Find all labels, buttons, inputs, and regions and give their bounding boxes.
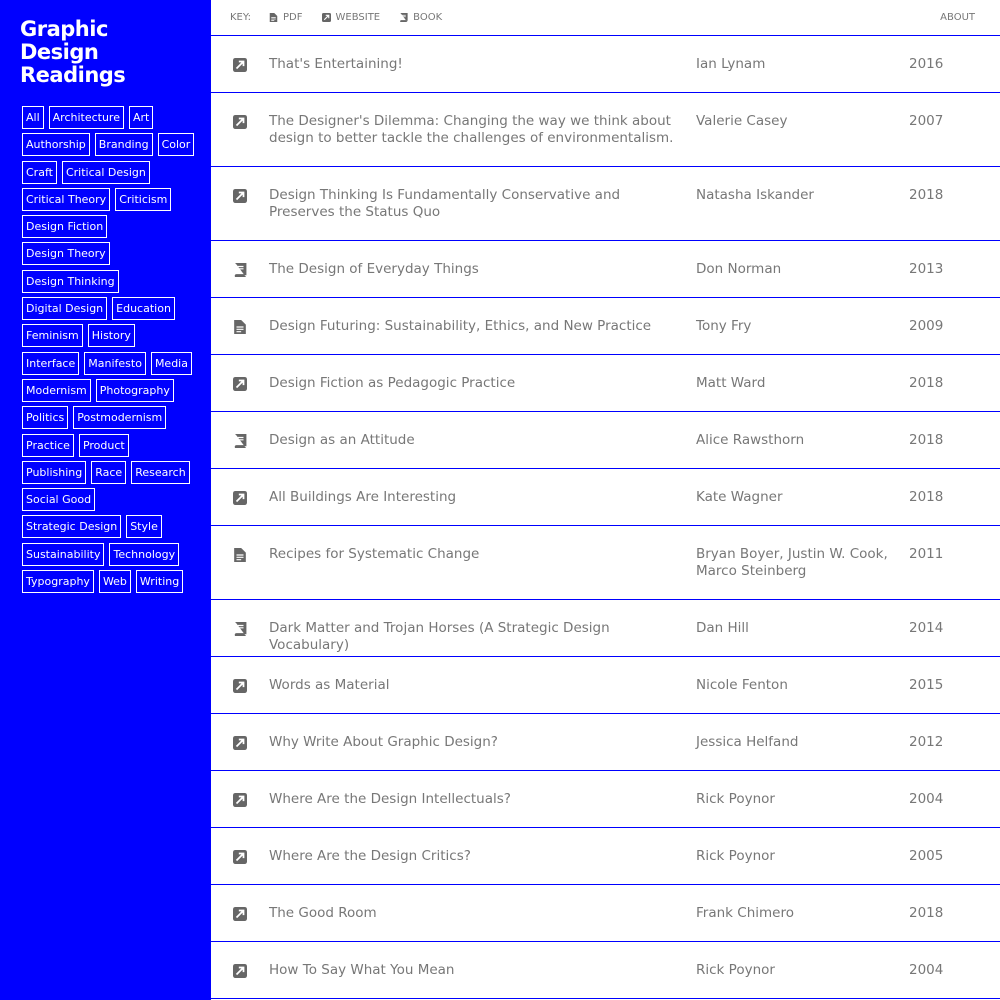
tag-history[interactable]: History [88,324,135,347]
tag-design-theory[interactable]: Design Theory [22,242,110,265]
key-item-label: WEBSITE [335,12,381,23]
book-icon [233,434,247,448]
key-bar [211,0,1000,36]
key-item-label: PDF [283,12,303,23]
tag-sustainability[interactable]: Sustainability [22,543,104,566]
tag-craft[interactable]: Craft [22,161,57,184]
reading-title[interactable]: The Good Room [269,905,377,921]
tag-publishing[interactable]: Publishing [22,461,86,484]
reading-row[interactable] [211,885,1000,942]
sidebar [0,0,211,1000]
reading-author: Valerie Casey [696,113,788,129]
tag-postmodernism[interactable]: Postmodernism [73,406,166,429]
reading-author: Tony Fry [696,318,752,334]
tag-politics[interactable]: Politics [22,406,68,429]
tag-color[interactable]: Color [158,133,195,156]
tag-photography[interactable]: Photography [96,379,174,402]
tag-race[interactable]: Race [91,461,126,484]
reading-author: Rick Poynor [696,848,775,864]
website-icon [233,377,247,391]
reading-author: Kate Wagner [696,489,783,505]
reading-author: Frank Chimero [696,905,794,921]
reading-title[interactable]: Where Are the Design Critics? [269,848,471,864]
tag-manifesto[interactable]: Manifesto [84,352,146,375]
reading-author: Bryan Boyer, Justin W. Cook, Marco Steinberg [696,546,888,579]
type-website [211,962,269,983]
key-item-website [322,12,381,23]
reading-title[interactable]: Design as an Attitude [269,432,415,448]
type-website [211,677,269,698]
type-website [211,905,269,926]
pdf-icon [269,13,278,22]
reading-row[interactable] [211,600,1000,657]
reading-row[interactable] [211,657,1000,714]
tag-architecture[interactable]: Architecture [49,106,124,129]
tag-branding[interactable]: Branding [95,133,153,156]
pdf-icon [233,320,247,334]
reading-title[interactable]: All Buildings Are Interesting [269,489,457,505]
tag-interface[interactable]: Interface [22,352,79,375]
website-icon [233,115,247,129]
site-title[interactable]: Graphic Design Readings [20,17,126,87]
reading-row[interactable] [211,469,1000,526]
reading-row[interactable] [211,93,1000,167]
reading-row[interactable] [211,241,1000,298]
reading-title[interactable]: Design Thinking Is Fundamentally Conservative and Preserves the Status Quo [269,187,621,220]
reading-author: Natasha Iskander [696,187,814,203]
reading-row[interactable] [211,828,1000,885]
tag-web[interactable]: Web [99,570,131,593]
reading-year: 2014 [909,620,944,636]
tag-strategic-design[interactable]: Strategic Design [22,515,121,538]
tag-social-good[interactable]: Social Good [22,488,95,511]
reading-title[interactable]: That's Entertaining! [269,56,403,72]
reading-year: 2004 [909,962,944,978]
type-pdf [211,546,269,567]
reading-author: Rick Poynor [696,962,775,978]
reading-year: 2016 [909,56,944,72]
website-icon [233,964,247,978]
website-icon [233,58,247,72]
type-website [211,187,269,208]
tag-critical-theory[interactable]: Critical Theory [22,188,110,211]
key-item-book [399,12,442,23]
type-book [211,620,269,641]
type-website [211,489,269,510]
type-website [211,375,269,396]
tag-style[interactable]: Style [126,515,162,538]
reading-author: Nicole Fenton [696,677,788,693]
reading-author: Matt Ward [696,375,766,391]
reading-title[interactable]: Why Write About Graphic Design? [269,734,498,750]
reading-year: 2012 [909,734,944,750]
reading-row[interactable] [211,771,1000,828]
reading-year: 2015 [909,677,944,693]
tag-modernism[interactable]: Modernism [22,379,91,402]
type-website [211,734,269,755]
reading-author: Don Norman [696,261,782,277]
reading-title[interactable]: Where Are the Design Intellectuals? [269,791,511,807]
reading-author: Jessica Helfand [696,734,799,750]
reading-row[interactable] [211,36,1000,93]
tag-art[interactable]: Art [129,106,153,129]
tag-practice[interactable]: Practice [22,434,74,457]
type-website [211,113,269,134]
reading-year: 2004 [909,791,944,807]
main-content [211,0,1000,1000]
reading-row[interactable] [211,298,1000,355]
tag-authorship[interactable]: Authorship [22,133,90,156]
website-icon [233,793,247,807]
reading-year: 2018 [909,375,944,391]
reading-year: 2018 [909,905,944,921]
reading-author: Rick Poynor [696,791,775,807]
website-icon [233,491,247,505]
book-icon [399,13,408,22]
tag-criticism[interactable]: Criticism [115,188,171,211]
tag-critical-design[interactable]: Critical Design [62,161,150,184]
reading-year: 2018 [909,187,944,203]
tag-product[interactable]: Product [79,434,129,457]
reading-title[interactable]: Design Fiction as Pedagogic Practice [269,375,516,391]
reading-year: 2009 [909,318,944,334]
reading-year: 2005 [909,848,944,864]
reading-row[interactable] [211,355,1000,412]
reading-title[interactable]: The Design of Everyday Things [269,261,479,277]
website-icon [233,736,247,750]
website-icon [233,850,247,864]
key-label: KEY: [230,12,252,23]
reading-row[interactable] [211,526,1000,600]
tag-typography[interactable]: Typography [22,570,94,593]
tag-all[interactable]: All [22,106,44,129]
reading-row[interactable] [211,412,1000,469]
reading-title[interactable]: How To Say What You Mean [269,962,455,978]
reading-year: 2018 [909,489,944,505]
type-website [211,56,269,77]
reading-title[interactable]: Words as Material [269,677,390,693]
reading-year: 2018 [909,432,944,448]
reading-row[interactable] [211,942,1000,999]
tag-education[interactable]: Education [112,297,175,320]
tag-research[interactable]: Research [131,461,189,484]
key-item-label: BOOK [413,12,443,23]
pdf-icon [233,548,247,562]
book-icon [233,263,247,277]
website-icon [322,13,331,22]
reading-author: Alice Rawsthorn [696,432,805,448]
website-icon [233,907,247,921]
tag-technology[interactable]: Technology [109,543,179,566]
type-book [211,261,269,282]
reading-row[interactable] [211,167,1000,241]
type-website [211,791,269,812]
reading-author: Dan Hill [696,620,749,636]
reading-year: 2013 [909,261,944,277]
tag-design-thinking[interactable]: Design Thinking [22,270,119,293]
reading-title[interactable]: Dark Matter and Trojan Horses (A Strategic Design Vocabulary) [269,620,610,653]
reading-year: 2011 [909,546,944,562]
type-book [211,432,269,453]
reading-title[interactable]: The Designer's Dilemma: Changing the way we think about design to better tackle the challenges of environmentalism. [269,113,674,146]
tag-feminism[interactable]: Feminism [22,324,83,347]
website-icon [233,189,247,203]
reading-title[interactable]: Recipes for Systematic Change [269,546,480,562]
tag-media[interactable]: Media [151,352,192,375]
tag-list [22,106,200,597]
tag-design-fiction[interactable]: Design Fiction [22,215,107,238]
reading-author: Ian Lynam [696,56,766,72]
key-item-pdf [269,12,302,23]
website-icon [233,679,247,693]
about-link[interactable]: ABOUT [940,12,975,23]
reading-year: 2007 [909,113,944,129]
tag-digital-design[interactable]: Digital Design [22,297,107,320]
tag-writing[interactable]: Writing [136,570,183,593]
reading-row[interactable] [211,714,1000,771]
type-website [211,848,269,869]
reading-title[interactable]: Design Futuring: Sustainability, Ethics, and New Practice [269,318,652,334]
book-icon [233,622,247,636]
type-pdf [211,318,269,339]
readings-list [211,36,1000,999]
